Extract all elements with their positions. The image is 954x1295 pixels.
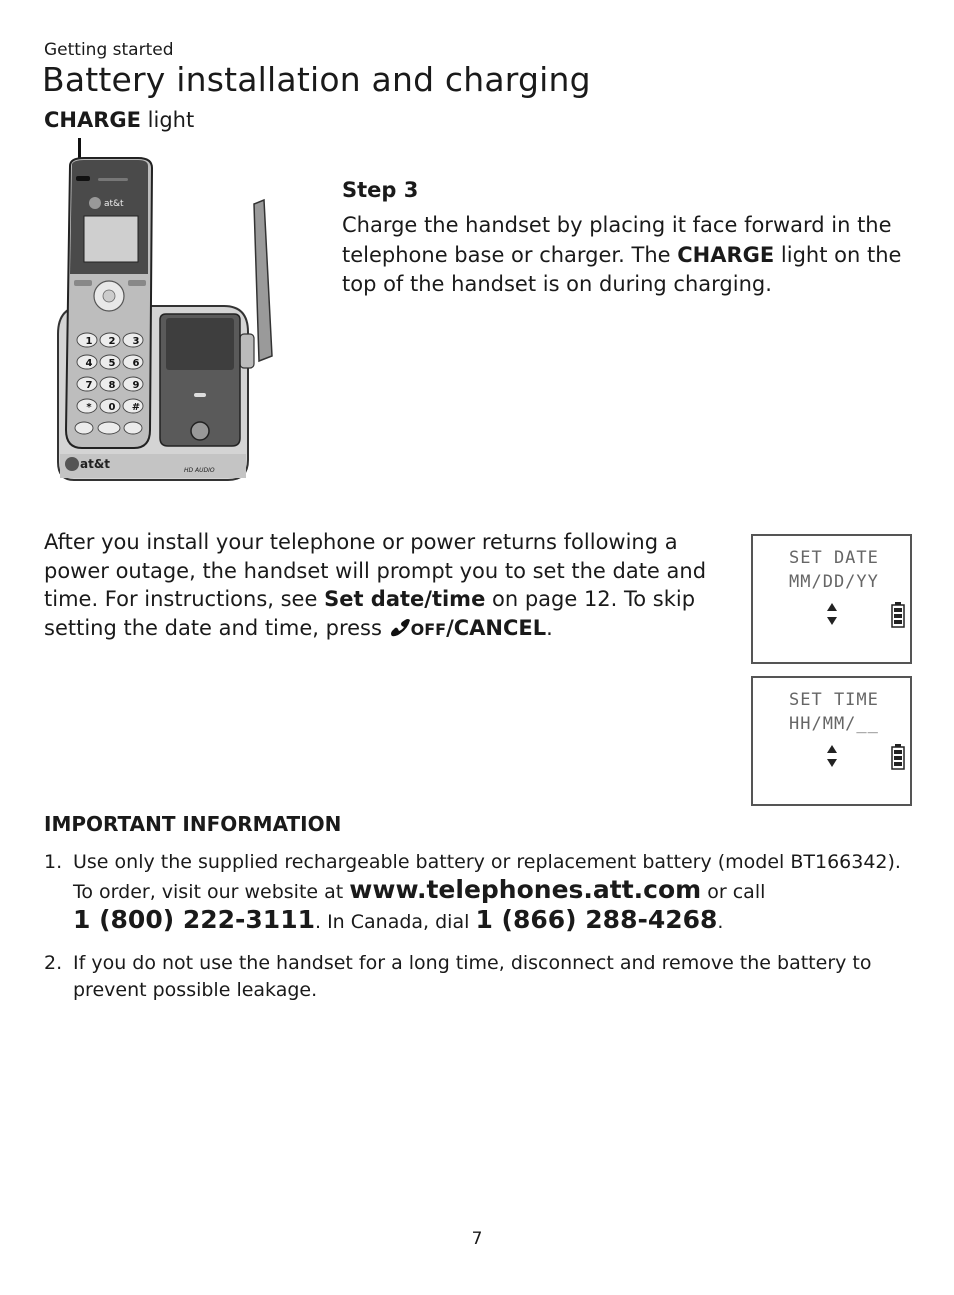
important-information-list [44, 848, 914, 1004]
svg-text:4: 4 [85, 358, 93, 369]
phone-off-icon [389, 618, 411, 638]
canada-text: . In Canada, dial [314, 911, 476, 933]
list-item [44, 848, 914, 936]
list-number: 1. [44, 851, 63, 873]
us-phone-number: 1 (800) 222-3111 [73, 905, 315, 934]
svg-text:1: 1 [85, 336, 93, 347]
up-down-arrows-icon [825, 744, 839, 768]
important-information-heading: IMPORTANT INFORMATION [44, 812, 342, 836]
svg-text:HD AUDIO: HD AUDIO [184, 467, 215, 474]
screen-line-2: HH/MM/__ [789, 714, 879, 734]
battery-icon [891, 602, 905, 628]
svg-text:5: 5 [108, 358, 116, 369]
cancel-key-label: /CANCEL [446, 615, 547, 640]
handset-display [84, 216, 138, 262]
base-logo: at&t [80, 457, 111, 471]
svg-text:#: # [131, 402, 141, 413]
svg-text:6: 6 [132, 358, 140, 369]
antenna-icon [254, 200, 272, 361]
or-call-text: or call [701, 881, 766, 903]
step-text-bold: CHARGE [677, 242, 775, 267]
charge-callout-rest: light [141, 108, 195, 132]
page-number: 7 [471, 1229, 483, 1249]
handset-in-base-illustration [54, 156, 284, 486]
page-title: Battery installation and charging [42, 60, 591, 99]
canada-phone-number: 1 (866) 288-4268 [475, 905, 718, 934]
order-text: To order, visit our website at [73, 881, 350, 903]
step-text-part2: light on the top of the handset is on during charging. [342, 242, 902, 296]
up-down-arrows-icon [825, 602, 839, 626]
off-key-label: OFF [410, 619, 447, 639]
svg-text:0: 0 [108, 402, 116, 413]
set-time-screen [751, 676, 912, 806]
section-label: Getting started [44, 40, 174, 60]
website-link[interactable]: www.telephones.att.com [349, 875, 702, 904]
step-instructions [342, 211, 922, 300]
set-date-screen [751, 534, 912, 664]
svg-text:2: 2 [108, 336, 116, 347]
step-text-part1: Charge the handset by placing it face forward in the telephone base or charger. The [342, 213, 892, 267]
screen-line-1: SET DATE [789, 548, 879, 568]
leakage-notice: If you do not use the handset for a long time, disconnect and remove the battery to prevent possible leakage. [73, 952, 872, 1001]
item1-end: . [717, 911, 724, 933]
list-item [44, 950, 914, 1004]
para-end: . [546, 615, 553, 640]
svg-text:7: 7 [85, 380, 93, 391]
battery-notice: Use only the supplied rechargeable battery or replacement battery (model BT166342). [73, 851, 901, 873]
off-cancel-key [389, 616, 547, 640]
set-date-time-reference: Set date/time [324, 587, 486, 612]
screen-line-2: MM/DD/YY [789, 572, 879, 592]
charge-callout-bold: CHARGE [44, 108, 141, 132]
svg-text:at&t: at&t [104, 199, 124, 209]
svg-text:3: 3 [132, 336, 140, 347]
para-text-part2: on page 12. To skip setting the date and time, press [44, 587, 696, 640]
charge-light [76, 176, 90, 181]
svg-text:9: 9 [132, 380, 140, 391]
screen-line-1: SET TIME [789, 690, 879, 710]
para-text-part1: After you install your telephone or power returns following a power outage, the handset will prompt you to set the date and time. For instructions, see [44, 530, 707, 612]
svg-text:8: 8 [108, 380, 116, 391]
charge-light-callout [44, 108, 194, 132]
date-time-paragraph [44, 528, 734, 644]
svg-text:*: * [86, 402, 92, 413]
list-number: 2. [44, 952, 63, 974]
step-title: Step 3 [342, 178, 419, 202]
battery-icon [891, 744, 905, 770]
